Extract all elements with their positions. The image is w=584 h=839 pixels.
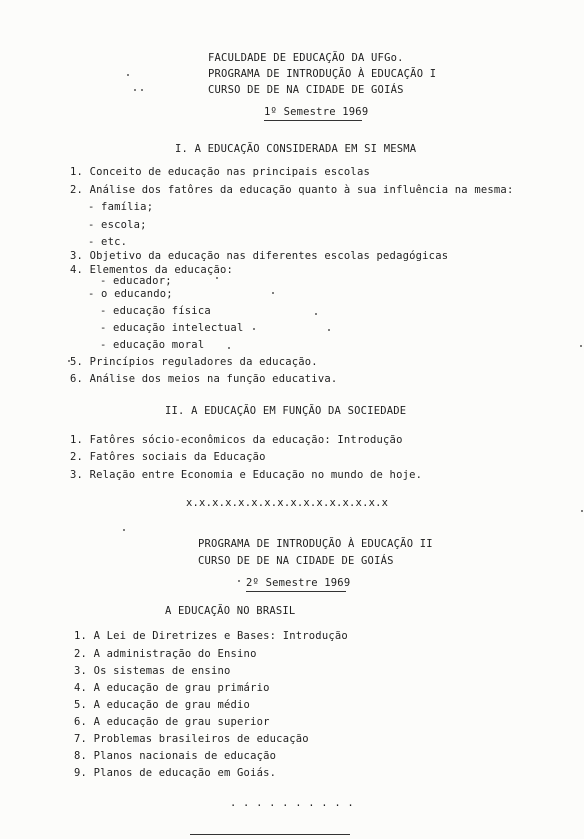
course-line: CURSO DE DE NA CIDADE DE GOIÁS (198, 555, 394, 567)
list-item: 8. Planos nacionais de educação (74, 750, 277, 762)
scan-speck (328, 329, 330, 331)
program-title: PROGRAMA DE INTRODUÇÃO À EDUCAÇÃO II (198, 538, 433, 550)
bottom-rule (190, 834, 350, 835)
scan-speck (272, 292, 274, 294)
list-item: - educação física (100, 305, 211, 317)
section-title: II. A EDUCAÇÃO EM FUNÇÃO DA SOCIEDADE (165, 405, 407, 417)
semester-label: 1º Semestre 1969 (264, 106, 369, 118)
scan-speck (315, 313, 317, 315)
scan-speck (123, 529, 125, 531)
scan-speck (581, 510, 583, 512)
list-item: - o educando; (88, 288, 173, 300)
course-line: CURSO DE DE NA CIDADE DE GOIÁS (208, 84, 404, 96)
list-item: 3. Relação entre Economia e Educação no mundo de hoje. (70, 469, 423, 481)
semester-underline (246, 591, 346, 592)
list-item: 3. Os sistemas de ensino (74, 665, 231, 677)
institution-line: FACULDADE DE EDUCAÇÃO DA UFGo. (208, 52, 404, 64)
scan-speck (141, 89, 143, 91)
list-item: 6. Análise dos meios na função educativa. (70, 373, 338, 385)
list-item: 2. A administração do Ensino (74, 648, 257, 660)
list-item: 6. A educação de grau superior (74, 716, 270, 728)
scan-speck (134, 89, 136, 91)
list-item: 4. A educação de grau primário (74, 682, 270, 694)
semester-underline (264, 120, 362, 121)
list-item: - família; (88, 201, 154, 213)
list-item: 4. Elementos da educação: (70, 264, 234, 276)
scan-speck (216, 277, 218, 279)
list-item: - etc. (88, 236, 128, 248)
list-item: 2. Fatôres sociais da Educação (70, 451, 266, 463)
list-item: - escola; (88, 219, 147, 231)
list-item: 5. A educação de grau médio (74, 699, 251, 711)
list-item: 1. Fatôres sócio-econômicos da educação: Introdução (70, 434, 403, 446)
list-item: 2. Análise dos fatôres da educação quanto à sua influência na mesma: (70, 184, 514, 196)
section-title: I. A EDUCAÇÃO CONSIDERADA EM SI MESMA (175, 143, 417, 155)
list-item: 1. Conceito de educação nas principais escolas (70, 166, 370, 178)
list-item: 9. Planos de educação em Goiás. (74, 767, 277, 779)
list-item: 3. Objetivo da educação nas diferentes escolas pedagógicas (70, 250, 449, 262)
list-item: 7. Problemas brasileiros de educação (74, 733, 309, 745)
list-item: - educação moral (100, 339, 205, 351)
scan-speck (238, 580, 240, 582)
scan-speck (580, 345, 582, 347)
list-item: 1. A Lei de Diretrizes e Bases: Introdução (74, 630, 348, 642)
separator-line: x.x.x.x.x.x.x.x.x.x.x.x.x.x.x.x (186, 497, 389, 509)
semester-label: 2º Semestre 1969 (246, 577, 351, 589)
section-title: A EDUCAÇÃO NO BRASIL (165, 605, 296, 617)
list-item: - educador; (100, 275, 172, 287)
list-item: 5. Princípios reguladores da educação. (70, 356, 318, 368)
scan-speck (228, 347, 230, 349)
list-item: - educação intelectual (100, 322, 244, 334)
scan-speck (127, 74, 129, 76)
scan-speck (253, 328, 255, 330)
footer-dots: . . . . . . . . . . (230, 797, 354, 809)
scan-speck (68, 360, 70, 362)
program-title: PROGRAMA DE INTRODUÇÃO À EDUCAÇÃO I (208, 68, 437, 80)
